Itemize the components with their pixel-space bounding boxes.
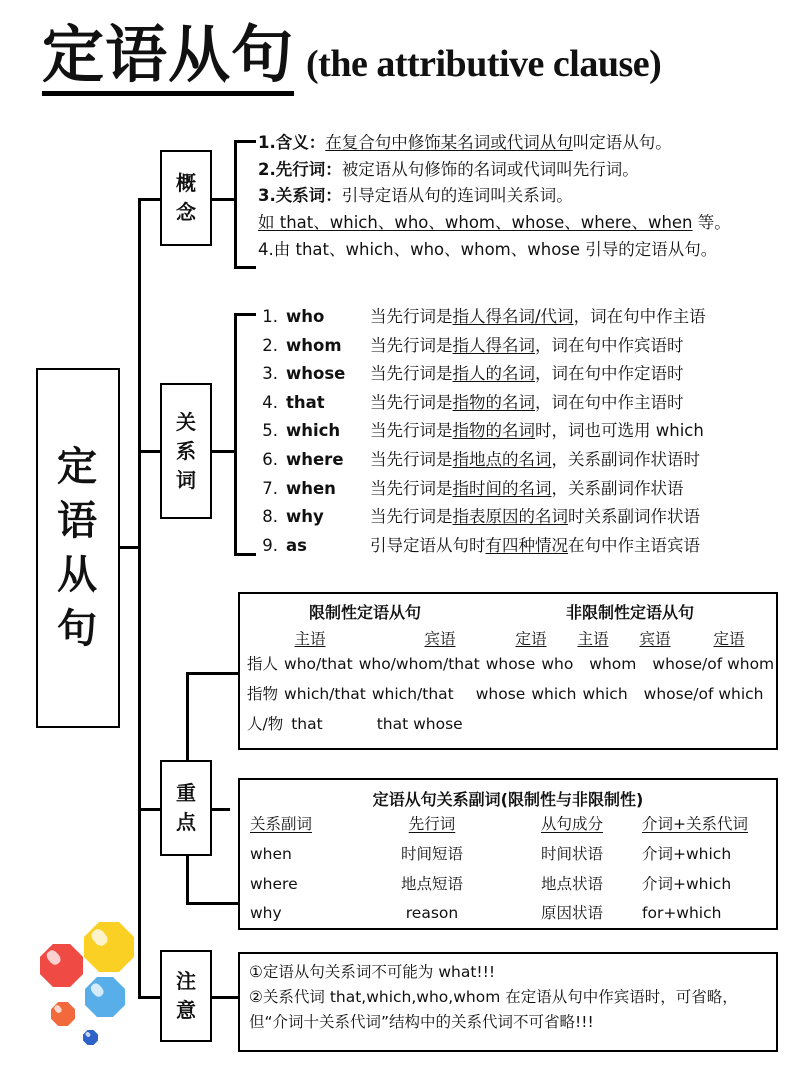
list-item <box>256 389 776 418</box>
title-chinese: 定语从句 <box>42 24 294 96</box>
rel-desc: 当先行词是指人的名词，词在句中作定语时 <box>370 364 684 384</box>
table-restrictive-panel <box>238 592 778 750</box>
cell: 介词+which <box>642 844 732 863</box>
table1-head-5: 定语 <box>713 631 745 648</box>
cell: that <box>291 715 323 734</box>
connector-concept-bracket <box>234 140 237 268</box>
table1-title-right: 非限制性定语从句 <box>565 603 694 622</box>
table-row <box>240 709 776 739</box>
table1-headers <box>240 623 776 649</box>
page-title <box>42 18 662 96</box>
connector-concept-out <box>212 198 236 201</box>
orange-gem-icon <box>51 1002 75 1026</box>
rel-num: 3. <box>262 364 278 384</box>
concept-term-2: 先行词： <box>275 159 342 179</box>
root-char-2: 从 <box>57 552 99 598</box>
cell: which/that <box>371 685 454 704</box>
table1-title-left: 限制性定语从句 <box>308 603 421 622</box>
node-relative-words <box>160 383 212 519</box>
connector-concept-bottom <box>234 266 256 269</box>
list-item <box>256 503 776 532</box>
table2-grid <box>240 810 776 929</box>
rel-num: 9. <box>262 535 278 555</box>
cell: 原因状语 <box>540 904 603 923</box>
list-item <box>256 360 776 389</box>
concept-num-1: 1. <box>258 133 276 152</box>
concept-content <box>258 130 768 264</box>
rel-word: which <box>286 421 341 441</box>
note-line: ②关系代词 that,which,who,whom 在定语从句中作宾语时，可省略， <box>249 988 738 1007</box>
node-relatives-char-0: 关 <box>176 409 196 434</box>
concept-num-3: 3. <box>258 186 276 206</box>
rel-word: as <box>286 535 307 555</box>
cell: when <box>250 844 292 863</box>
cell: 时间状语 <box>540 844 603 863</box>
node-attention <box>160 950 212 1042</box>
connector-root-stub <box>120 546 140 549</box>
note-line: 但“介词十关系代词”结构中的关系代词不可省略!!! <box>249 1013 594 1032</box>
cell: who/that <box>284 655 353 673</box>
list-item <box>256 417 776 446</box>
yellow-gem-icon <box>84 922 134 972</box>
connector-relatives-bottom <box>234 553 256 556</box>
rel-word: that <box>286 392 325 412</box>
cell: which/that <box>284 685 366 704</box>
list-item <box>256 303 776 332</box>
cell: who <box>541 655 574 673</box>
rel-num: 6. <box>262 449 278 469</box>
concept-line <box>258 183 768 210</box>
table-row <box>240 649 776 679</box>
cell: for+which <box>642 904 722 923</box>
cell: reason <box>405 904 459 923</box>
table1-row-label: 指物 <box>247 685 279 704</box>
connector-keypoints-to-table2 <box>186 902 238 905</box>
table-row <box>240 679 776 709</box>
concept-underlined-1: 在复合句中修饰某名词或代词从句 <box>325 133 573 152</box>
rel-desc: 当先行词是指表原因的名词时关系副词作状语 <box>370 507 700 527</box>
cell: whose <box>485 655 536 673</box>
note-line: ①定语从句关系词不可能为 what!!! <box>249 963 496 981</box>
title-english: (the attributive clause) <box>306 43 662 85</box>
concept-rest-5: 由 that、which、who、whom、whose 引导的定语从句。 <box>273 239 718 259</box>
concept-line <box>258 130 768 157</box>
rel-desc: 当先行词是指人得名词/代词，词在句中作主语 <box>370 307 706 326</box>
connector-concept-top <box>234 140 256 143</box>
cell: whose/of whom <box>652 655 775 673</box>
table2-title: 定语从句关系副词(限制性与非限制性) <box>372 790 644 809</box>
connector-to-keypoints <box>138 808 162 811</box>
concept-line <box>258 157 768 184</box>
concept-num-2: 2. <box>258 159 276 179</box>
rel-word: when <box>286 478 336 498</box>
red-gem-icon <box>40 944 83 987</box>
node-key-points <box>160 760 212 856</box>
connector-relatives-top <box>234 313 256 316</box>
rel-desc: 当先行词是指时间的名词，关系副词作状语 <box>370 478 684 498</box>
connector-relatives-bracket <box>234 313 237 555</box>
rel-num: 4. <box>262 392 278 412</box>
concept-rest-1: 叫定语从句。 <box>572 133 672 152</box>
connector-keypoints-to-table1 <box>186 672 238 675</box>
node-concept-char-0: 概 <box>176 171 196 195</box>
rel-num: 1. <box>262 307 278 326</box>
node-relatives-char-1: 系 <box>176 438 196 463</box>
connector-keypoints-up <box>186 672 189 760</box>
rel-word: who <box>286 307 325 326</box>
connector-relatives-out <box>212 450 236 453</box>
cell: 地点状语 <box>540 874 603 893</box>
cell: whose/of which <box>643 685 764 704</box>
cell: which <box>531 685 577 704</box>
decorative-gems <box>12 922 142 1044</box>
concept-term-3: 关系词： <box>275 186 342 206</box>
node-keypoints-char-0: 重 <box>176 781 196 805</box>
cell: 地点短语 <box>400 874 463 893</box>
table2-head-0: 关系副词 <box>250 815 313 833</box>
cell: which <box>582 685 628 704</box>
cell: why <box>250 904 282 923</box>
blue-gem-icon <box>85 977 125 1017</box>
table1-head-0: 主语 <box>294 631 326 648</box>
connector-attention-out <box>212 996 238 999</box>
rel-word: whose <box>286 364 346 384</box>
list-item <box>256 332 776 361</box>
cell: whose <box>475 685 526 704</box>
navy-gem-icon <box>83 1030 98 1045</box>
concept-term-1: 含义： <box>275 133 326 152</box>
table-adverbs-panel <box>238 778 778 930</box>
rel-num: 5. <box>262 421 278 441</box>
relative-words-list <box>256 303 776 560</box>
concept-rest-2: 被定语从句修饰的名词或代词叫先行词。 <box>341 159 639 179</box>
rel-num: 7. <box>262 478 278 498</box>
rel-word: whom <box>286 335 342 355</box>
table2-head-2: 从句成分 <box>540 815 603 833</box>
rel-num: 8. <box>262 507 278 527</box>
connector-main-spine <box>138 198 141 996</box>
table1-head-3: 主语 <box>577 631 609 648</box>
concept-rest-4: 等。 <box>692 213 731 233</box>
table1-head-4: 宾语 <box>639 631 671 648</box>
node-concept <box>160 150 212 246</box>
cell: whom <box>589 655 637 673</box>
table1-row-label: 人/物 <box>247 715 284 734</box>
table2-head-1: 先行词 <box>408 815 456 833</box>
node-attention-char-1: 意 <box>176 998 196 1022</box>
concept-underlined-4: 如 that、which、who、whom、whose、where、when <box>258 213 693 233</box>
root-char-1: 语 <box>57 498 99 544</box>
list-item <box>256 446 776 475</box>
rel-desc: 当先行词是指地点的名词，关系副词作状语时 <box>370 449 700 469</box>
concept-rest-3: 引导定语从句的连词叫关系词。 <box>341 186 573 206</box>
rel-desc: 当先行词是指物的名词，词在句中作主语时 <box>370 392 684 412</box>
connector-keypoints-down <box>186 856 189 904</box>
node-keypoints-char-1: 点 <box>176 810 196 834</box>
node-concept-char-1: 念 <box>176 200 196 224</box>
cell: where <box>250 874 298 893</box>
table1-head-1: 宾语 <box>424 631 456 648</box>
notes-panel <box>238 952 778 1052</box>
connector-keypoints-out <box>212 808 230 811</box>
connector-to-relatives <box>138 450 162 453</box>
concept-line <box>258 210 768 237</box>
cell: that whose <box>376 715 463 734</box>
concept-line <box>258 237 768 264</box>
node-relatives-char-2: 词 <box>176 467 196 492</box>
node-attention-char-0: 注 <box>176 969 196 993</box>
rel-word: why <box>286 507 324 527</box>
cell: who/whom/that <box>358 655 480 673</box>
connector-to-concept <box>138 198 162 201</box>
table1-row-label: 指人 <box>247 655 279 673</box>
table1-head-2: 定语 <box>515 631 547 648</box>
concept-num-5: 4. <box>258 239 274 259</box>
table2-head-3: 介词+关系代词 <box>642 815 748 833</box>
table1-titles <box>240 594 776 623</box>
rel-num: 2. <box>262 335 278 355</box>
root-node-attributive-clause <box>36 368 120 728</box>
list-item <box>256 532 776 561</box>
cell: 介词+which <box>642 874 732 893</box>
rel-word: where <box>286 449 344 469</box>
list-item <box>256 475 776 504</box>
cell: 时间短语 <box>400 844 463 863</box>
root-char-0: 定 <box>57 444 99 490</box>
root-char-3: 句 <box>57 606 99 652</box>
rel-desc: 当先行词是指人得名词，词在句中作宾语时 <box>370 335 684 355</box>
rel-desc: 引导定语从句时有四种情况在句中作主语宾语 <box>370 535 700 555</box>
rel-desc: 当先行词是指物的名词时，词也可选用 which <box>370 421 704 441</box>
